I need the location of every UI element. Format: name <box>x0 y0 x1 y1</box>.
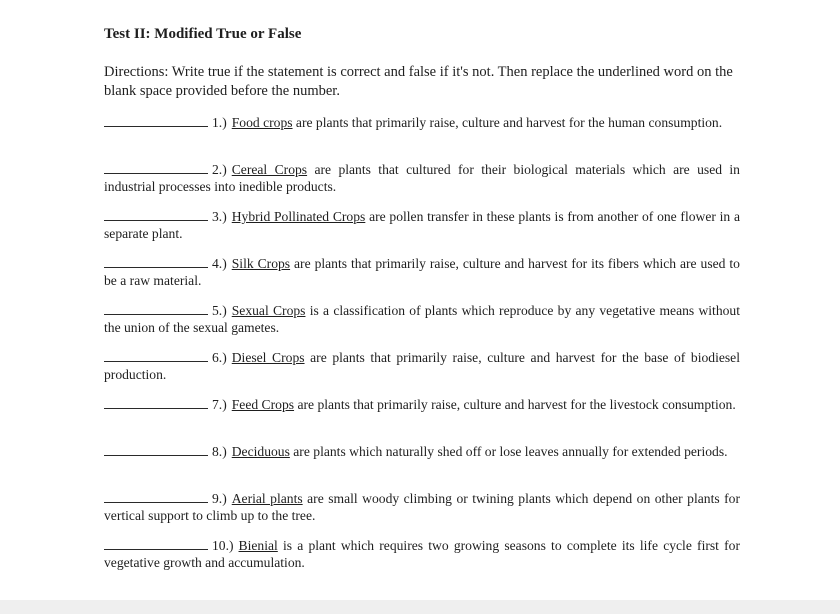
underlined-term: Sexual Crops <box>231 303 306 318</box>
directions-text: Directions: Write true if the statement is correct and false if it's not. Then replace the underlined word on the blank space provided before the number. <box>104 64 733 99</box>
underlined-term: Cereal Crops <box>231 162 308 177</box>
question-text: are pollen transfer in these plants is from another of one flower in a separate plant. <box>104 209 740 241</box>
underlined-term: Hybrid Pollinated Crops <box>231 209 366 224</box>
answer-blank <box>104 491 208 503</box>
underlined-term: Aerial plants <box>231 491 303 506</box>
question-number: 8.) <box>212 444 227 459</box>
worksheet <box>104 26 740 584</box>
question-text: is a plant which requires two growing seasons to complete its life cycle first for vegetative growth and accumulation. <box>104 538 740 570</box>
question-text: are plants which naturally shed off or lose leaves annually for extended periods. <box>289 444 728 459</box>
question-text: are plants that primarily raise, culture and harvest for the livestock consumption. <box>294 397 736 412</box>
question-list <box>104 114 740 574</box>
question-number: 4.) <box>212 256 227 271</box>
question-item <box>104 349 740 386</box>
question-item <box>104 302 740 339</box>
answer-blank <box>104 444 208 456</box>
question-item <box>104 537 740 574</box>
underlined-term: Bienial <box>238 538 278 553</box>
underlined-term: Feed Crops <box>231 397 295 412</box>
question-item <box>104 396 740 433</box>
question-item <box>104 208 740 245</box>
question-text: are plants that cultured for their biological materials which are used in industrial processes into inedible products. <box>104 162 740 194</box>
underlined-term: Deciduous <box>231 444 290 459</box>
answer-blank <box>104 538 208 550</box>
answer-blank <box>104 209 208 221</box>
answer-blank <box>104 397 208 409</box>
underlined-term: Silk Crops <box>231 256 291 271</box>
question-item <box>104 490 740 527</box>
test-title: Test II: Modified True or False <box>104 26 302 42</box>
question-text: are plants that primarily raise, culture and harvest for the human consumption. <box>292 115 723 130</box>
question-text: are plants that primarily raise, culture and harvest for its fibers which are used to be a raw material. <box>104 256 740 288</box>
question-item <box>104 161 740 198</box>
question-number: 1.) <box>212 115 227 130</box>
question-number: 2.) <box>212 162 227 177</box>
answer-blank <box>104 115 208 127</box>
bottom-band <box>0 600 840 614</box>
question-item <box>104 443 740 480</box>
question-text: are small woody climbing or twining plants which depend on other plants for vertical support to climb up to the tree. <box>104 491 740 523</box>
answer-blank <box>104 350 208 362</box>
question-number: 6.) <box>212 350 227 365</box>
answer-blank <box>104 303 208 315</box>
underlined-term: Diesel Crops <box>231 350 305 365</box>
question-item <box>104 255 740 292</box>
answer-blank <box>104 162 208 174</box>
underlined-term: Food crops <box>231 115 293 130</box>
question-text: is a classification of plants which reproduce by any vegetative means without the union of the sexual gametes. <box>104 303 740 335</box>
question-number: 7.) <box>212 397 227 412</box>
question-text: are plants that primarily raise, culture and harvest for the base of biodiesel production. <box>104 350 740 382</box>
question-number: 10.) <box>212 538 234 553</box>
question-number: 5.) <box>212 303 227 318</box>
question-item <box>104 114 740 151</box>
answer-blank <box>104 256 208 268</box>
question-number: 3.) <box>212 209 227 224</box>
question-number: 9.) <box>212 491 227 506</box>
